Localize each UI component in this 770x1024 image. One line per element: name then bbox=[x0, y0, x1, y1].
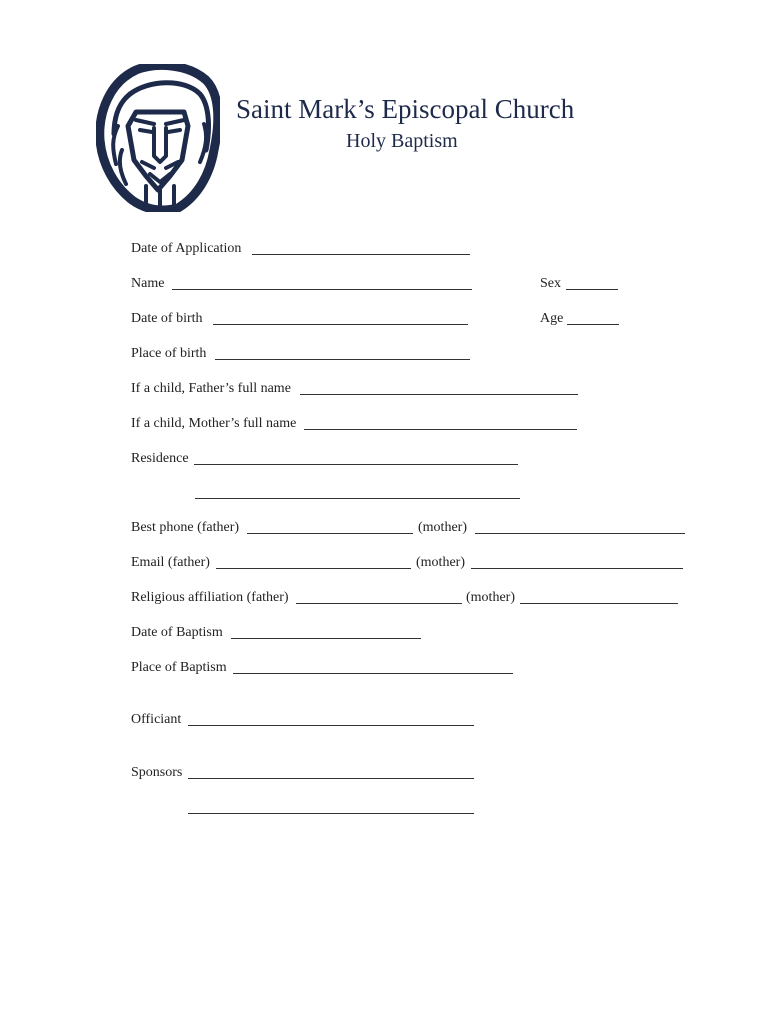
date-of-application-label: Date of Application bbox=[131, 241, 242, 256]
best-phone-father-label: Best phone (father) bbox=[131, 520, 240, 535]
officiant-label: Officiant bbox=[131, 712, 182, 727]
name-label: Name bbox=[131, 276, 165, 291]
mothers-name-label: If a child, Mother’s full name bbox=[131, 416, 297, 431]
residence-field-line-2[interactable] bbox=[195, 498, 520, 499]
religious-affiliation-mother-label: (mother) bbox=[466, 590, 515, 605]
place-of-baptism-field[interactable] bbox=[233, 673, 513, 674]
date-of-birth-field[interactable] bbox=[213, 324, 468, 325]
date-of-application-field[interactable] bbox=[252, 254, 470, 255]
email-father-field[interactable] bbox=[216, 568, 411, 569]
sex-field[interactable] bbox=[566, 289, 618, 290]
church-name: Saint Mark’s Episcopal Church bbox=[236, 94, 575, 124]
email-mother-field[interactable] bbox=[471, 568, 683, 569]
email-mother-label: (mother) bbox=[416, 555, 465, 570]
lion-head-icon bbox=[96, 64, 220, 212]
name-field[interactable] bbox=[172, 289, 472, 290]
date-of-birth-label: Date of birth bbox=[131, 311, 203, 326]
religious-affiliation-father-label: Religious affiliation (father) bbox=[131, 590, 289, 605]
age-field[interactable] bbox=[567, 324, 619, 325]
date-of-baptism-label: Date of Baptism bbox=[131, 625, 223, 640]
place-of-baptism-label: Place of Baptism bbox=[131, 660, 227, 675]
residence-label: Residence bbox=[131, 451, 189, 466]
officiant-field[interactable] bbox=[188, 725, 474, 726]
date-of-baptism-field[interactable] bbox=[231, 638, 421, 639]
mothers-name-field[interactable] bbox=[304, 429, 577, 430]
best-phone-mother-label: (mother) bbox=[418, 520, 467, 535]
place-of-birth-field[interactable] bbox=[215, 359, 470, 360]
place-of-birth-label: Place of birth bbox=[131, 346, 207, 361]
age-label: Age bbox=[540, 311, 564, 326]
religious-affiliation-father-field[interactable] bbox=[296, 603, 462, 604]
sponsors-field-line-2[interactable] bbox=[188, 813, 474, 814]
fathers-name-label: If a child, Father’s full name bbox=[131, 381, 291, 396]
sponsors-field[interactable] bbox=[188, 778, 474, 779]
best-phone-father-field[interactable] bbox=[247, 533, 413, 534]
best-phone-mother-field[interactable] bbox=[475, 533, 685, 534]
religious-affiliation-mother-field[interactable] bbox=[520, 603, 678, 604]
email-father-label: Email (father) bbox=[131, 555, 210, 570]
fathers-name-field[interactable] bbox=[300, 394, 578, 395]
residence-field[interactable] bbox=[194, 464, 518, 465]
form-title: Holy Baptism bbox=[346, 130, 458, 152]
sex-label: Sex bbox=[540, 276, 561, 291]
sponsors-label: Sponsors bbox=[131, 765, 183, 780]
